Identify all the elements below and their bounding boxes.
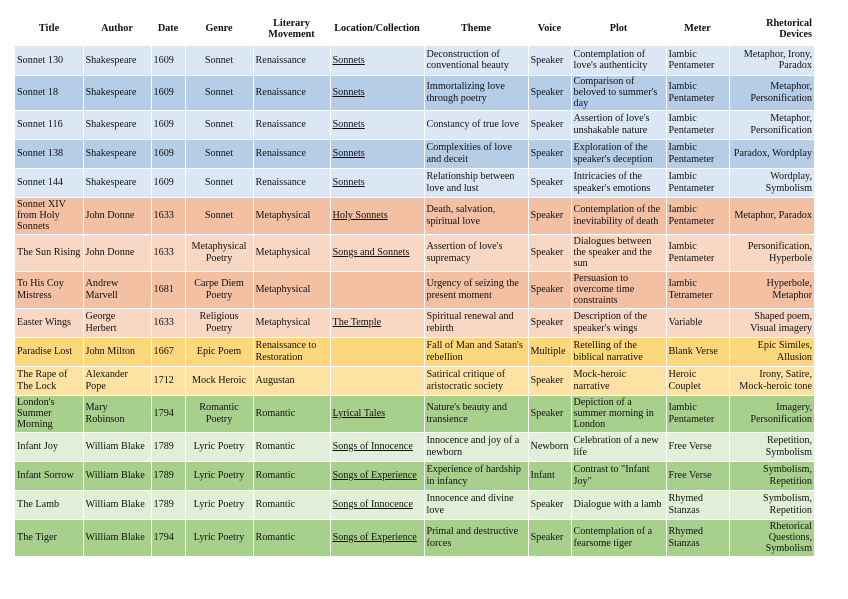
table-body [15, 46, 814, 556]
cell-plot: Assertion of love's unshakable nature [571, 110, 666, 139]
cell-date: 1609 [151, 168, 185, 197]
cell-plot: Exploration of the speaker's deception [571, 139, 666, 168]
cell-meter: Iambic Pentameter [666, 234, 729, 271]
cell-genre: Metaphysical Poetry [185, 234, 253, 271]
cell-movement: Metaphysical [253, 308, 330, 337]
column-header: Theme [424, 12, 528, 46]
column-header: Title [15, 12, 83, 46]
table-row [15, 366, 814, 395]
table-row [15, 75, 814, 110]
cell-theme: Assertion of love's supremacy [424, 234, 528, 271]
header-row [15, 12, 814, 46]
cell-devices: Shaped poem, Visual imagery [729, 308, 814, 337]
cell-meter: Free Verse [666, 461, 729, 490]
cell-title: The Sun Rising [15, 234, 83, 271]
cell-author: Mary Robinson [83, 395, 151, 432]
cell-theme: Relationship between love and lust [424, 168, 528, 197]
cell-devices: Metaphor, Personification [729, 110, 814, 139]
cell-devices: Rhetorical Questions, Symbolism [729, 519, 814, 556]
cell-devices: Repetition, Symbolism [729, 432, 814, 461]
cell-author: John Donne [83, 234, 151, 271]
cell-genre: Lyric Poetry [185, 519, 253, 556]
cell-voice: Speaker [528, 110, 571, 139]
cell-meter: Variable [666, 308, 729, 337]
cell-genre: Lyric Poetry [185, 461, 253, 490]
cell-movement: Metaphysical [253, 197, 330, 234]
cell-devices: Metaphor, Irony, Paradox [729, 46, 814, 75]
cell-devices: Paradox, Wordplay [729, 139, 814, 168]
cell-theme: Spiritual renewal and rebirth [424, 308, 528, 337]
cell-date: 1681 [151, 271, 185, 308]
cell-movement: Metaphysical [253, 234, 330, 271]
cell-meter: Iambic Pentameter [666, 75, 729, 110]
cell-movement: Romantic [253, 519, 330, 556]
cell-voice: Speaker [528, 308, 571, 337]
cell-meter: Iambic Pentameter [666, 110, 729, 139]
cell-theme: Innocence and joy of a newborn [424, 432, 528, 461]
cell-movement: Romantic [253, 432, 330, 461]
cell-plot: Contemplation of a fearsome tiger [571, 519, 666, 556]
table-row [15, 432, 814, 461]
cell-title: The Lamb [15, 490, 83, 519]
column-header: Rhetorical Devices [729, 12, 814, 46]
table-row [15, 197, 814, 234]
cell-location[interactable]: Songs of Experience [330, 461, 424, 490]
cell-title: Sonnet 116 [15, 110, 83, 139]
cell-genre: Sonnet [185, 139, 253, 168]
cell-author: Shakespeare [83, 139, 151, 168]
cell-movement: Romantic [253, 461, 330, 490]
cell-date: 1609 [151, 139, 185, 168]
cell-genre: Religious Poetry [185, 308, 253, 337]
cell-location [330, 271, 424, 308]
table-row [15, 46, 814, 75]
cell-author: Shakespeare [83, 46, 151, 75]
cell-theme: Satirical critique of aristocratic society [424, 366, 528, 395]
cell-voice: Speaker [528, 75, 571, 110]
table-row [15, 168, 814, 197]
cell-movement: Renaissance [253, 168, 330, 197]
cell-title: Sonnet 144 [15, 168, 83, 197]
cell-plot: Dialogue with a lamb [571, 490, 666, 519]
cell-theme: Deconstruction of conventional beauty [424, 46, 528, 75]
column-header: Location/Collection [330, 12, 424, 46]
cell-date: 1794 [151, 395, 185, 432]
cell-plot: Mock-heroic narrative [571, 366, 666, 395]
cell-genre: Romantic Poetry [185, 395, 253, 432]
cell-genre: Mock Heroic [185, 366, 253, 395]
cell-movement: Romantic [253, 490, 330, 519]
cell-plot: Dialogues between the speaker and the sun [571, 234, 666, 271]
cell-plot: Depiction of a summer morning in London [571, 395, 666, 432]
cell-date: 1633 [151, 197, 185, 234]
cell-meter: Iambic Pentameter [666, 46, 729, 75]
cell-location [330, 337, 424, 366]
cell-voice: Speaker [528, 366, 571, 395]
cell-movement: Renaissance [253, 75, 330, 110]
cell-date: 1789 [151, 461, 185, 490]
cell-title: The Tiger [15, 519, 83, 556]
cell-meter: Iambic Pentameter [666, 395, 729, 432]
cell-movement: Metaphysical [253, 271, 330, 308]
cell-voice: Speaker [528, 234, 571, 271]
cell-location[interactable]: Songs and Sonnets [330, 234, 424, 271]
cell-date: 1633 [151, 308, 185, 337]
cell-meter: Blank Verse [666, 337, 729, 366]
cell-title: The Rape of The Lock [15, 366, 83, 395]
cell-author: Shakespeare [83, 110, 151, 139]
cell-date: 1609 [151, 75, 185, 110]
cell-author: John Donne [83, 197, 151, 234]
cell-title: Sonnet 138 [15, 139, 83, 168]
cell-movement: Renaissance [253, 46, 330, 75]
cell-meter: Iambic Pentameter [666, 197, 729, 234]
table-row [15, 519, 814, 556]
cell-location[interactable]: Sonnets [330, 46, 424, 75]
cell-author: William Blake [83, 519, 151, 556]
cell-location[interactable]: Sonnets [330, 139, 424, 168]
cell-genre: Lyric Poetry [185, 432, 253, 461]
cell-genre: Sonnet [185, 168, 253, 197]
table-row [15, 139, 814, 168]
cell-theme: Fall of Man and Satan's rebellion [424, 337, 528, 366]
cell-devices: Metaphor, Personification [729, 75, 814, 110]
cell-location[interactable]: Songs of Experience [330, 519, 424, 556]
cell-meter: Rhymed Stanzas [666, 490, 729, 519]
cell-theme: Experience of hardship in infancy [424, 461, 528, 490]
cell-movement: Augustan [253, 366, 330, 395]
column-header: Date [151, 12, 185, 46]
cell-devices: Wordplay, Symbolism [729, 168, 814, 197]
cell-voice: Speaker [528, 490, 571, 519]
cell-date: 1633 [151, 234, 185, 271]
cell-location[interactable]: Holy Sonnets [330, 197, 424, 234]
cell-author: William Blake [83, 432, 151, 461]
table-row [15, 110, 814, 139]
table-row [15, 395, 814, 432]
cell-author: Andrew Marvell [83, 271, 151, 308]
cell-voice: Speaker [528, 271, 571, 308]
cell-location[interactable]: Lyrical Tales [330, 395, 424, 432]
cell-theme: Death, salvation, spiritual love [424, 197, 528, 234]
cell-voice: Multiple [528, 337, 571, 366]
cell-location [330, 366, 424, 395]
cell-date: 1712 [151, 366, 185, 395]
cell-voice: Speaker [528, 197, 571, 234]
table-row [15, 234, 814, 271]
column-header: Author [83, 12, 151, 46]
cell-voice: Infant [528, 461, 571, 490]
cell-title: Easter Wings [15, 308, 83, 337]
cell-date: 1609 [151, 46, 185, 75]
cell-movement: Renaissance [253, 139, 330, 168]
cell-title: London's Summer Morning [15, 395, 83, 432]
cell-date: 1794 [151, 519, 185, 556]
cell-title: Infant Sorrow [15, 461, 83, 490]
table-row [15, 337, 814, 366]
cell-voice: Speaker [528, 168, 571, 197]
cell-plot: Description of the speaker's wings [571, 308, 666, 337]
cell-location[interactable]: Sonnets [330, 75, 424, 110]
poetry-table [15, 12, 814, 557]
cell-plot: Celebration of a new life [571, 432, 666, 461]
cell-author: William Blake [83, 490, 151, 519]
cell-voice: Speaker [528, 395, 571, 432]
cell-theme: Constancy of true love [424, 110, 528, 139]
cell-devices: Imagery, Personification [729, 395, 814, 432]
cell-theme: Urgency of seizing the present moment [424, 271, 528, 308]
cell-theme: Complexities of love and deceit [424, 139, 528, 168]
cell-plot: Contemplation of love's authenticity [571, 46, 666, 75]
cell-devices: Symbolism, Repetition [729, 461, 814, 490]
cell-theme: Innocence and divine love [424, 490, 528, 519]
cell-plot: Intricacies of the speaker's emotions [571, 168, 666, 197]
cell-author: William Blake [83, 461, 151, 490]
cell-devices: Metaphor, Paradox [729, 197, 814, 234]
cell-genre: Sonnet [185, 197, 253, 234]
column-header: Plot [571, 12, 666, 46]
cell-meter: Heroic Couplet [666, 366, 729, 395]
cell-date: 1667 [151, 337, 185, 366]
cell-location[interactable]: Sonnets [330, 110, 424, 139]
column-header: Literary Movement [253, 12, 330, 46]
cell-title: Sonnet XIV from Holy Sonnets [15, 197, 83, 234]
cell-genre: Carpe Diem Poetry [185, 271, 253, 308]
cell-meter: Iambic Tetrameter [666, 271, 729, 308]
cell-author: George Herbert [83, 308, 151, 337]
cell-devices: Personification, Hyperbole [729, 234, 814, 271]
cell-plot: Comparison of beloved to summer's day [571, 75, 666, 110]
cell-title: Sonnet 18 [15, 75, 83, 110]
cell-date: 1609 [151, 110, 185, 139]
cell-plot: Persuasion to overcome time constraints [571, 271, 666, 308]
cell-movement: Renaissance [253, 110, 330, 139]
cell-meter: Iambic Pentameter [666, 168, 729, 197]
cell-voice: Newborn [528, 432, 571, 461]
table-row [15, 490, 814, 519]
cell-plot: Contrast to "Infant Joy" [571, 461, 666, 490]
cell-devices: Irony, Satire, Mock-heroic tone [729, 366, 814, 395]
cell-voice: Speaker [528, 46, 571, 75]
column-header: Genre [185, 12, 253, 46]
cell-genre: Lyric Poetry [185, 490, 253, 519]
cell-location[interactable]: Sonnets [330, 168, 424, 197]
cell-location[interactable]: Songs of Innocence [330, 432, 424, 461]
cell-voice: Speaker [528, 519, 571, 556]
cell-theme: Immortalizing love through poetry [424, 75, 528, 110]
cell-author: Alexander Pope [83, 366, 151, 395]
cell-location[interactable]: The Temple [330, 308, 424, 337]
cell-title: Paradise Lost [15, 337, 83, 366]
table-row [15, 308, 814, 337]
cell-author: John Milton [83, 337, 151, 366]
cell-meter: Iambic Pentameter [666, 139, 729, 168]
cell-author: Shakespeare [83, 168, 151, 197]
table-row [15, 271, 814, 308]
cell-theme: Primal and destructive forces [424, 519, 528, 556]
cell-plot: Retelling of the biblical narrative [571, 337, 666, 366]
cell-location[interactable]: Songs of Innocence [330, 490, 424, 519]
cell-date: 1789 [151, 490, 185, 519]
cell-date: 1789 [151, 432, 185, 461]
cell-title: To His Coy Mistress [15, 271, 83, 308]
cell-movement: Romantic [253, 395, 330, 432]
cell-voice: Speaker [528, 139, 571, 168]
cell-movement: Renaissance to Restoration [253, 337, 330, 366]
cell-title: Infant Joy [15, 432, 83, 461]
cell-meter: Free Verse [666, 432, 729, 461]
cell-meter: Rhymed Stanzas [666, 519, 729, 556]
cell-devices: Epic Similes, Allusion [729, 337, 814, 366]
cell-genre: Sonnet [185, 46, 253, 75]
cell-genre: Epic Poem [185, 337, 253, 366]
cell-author: Shakespeare [83, 75, 151, 110]
cell-plot: Contemplation of the inevitability of death [571, 197, 666, 234]
table-row [15, 461, 814, 490]
cell-theme: Nature's beauty and transience [424, 395, 528, 432]
cell-genre: Sonnet [185, 110, 253, 139]
cell-devices: Hyperbole, Metaphor [729, 271, 814, 308]
column-header: Meter [666, 12, 729, 46]
column-header: Voice [528, 12, 571, 46]
cell-genre: Sonnet [185, 75, 253, 110]
cell-title: Sonnet 130 [15, 46, 83, 75]
cell-devices: Symbolism, Repetition [729, 490, 814, 519]
